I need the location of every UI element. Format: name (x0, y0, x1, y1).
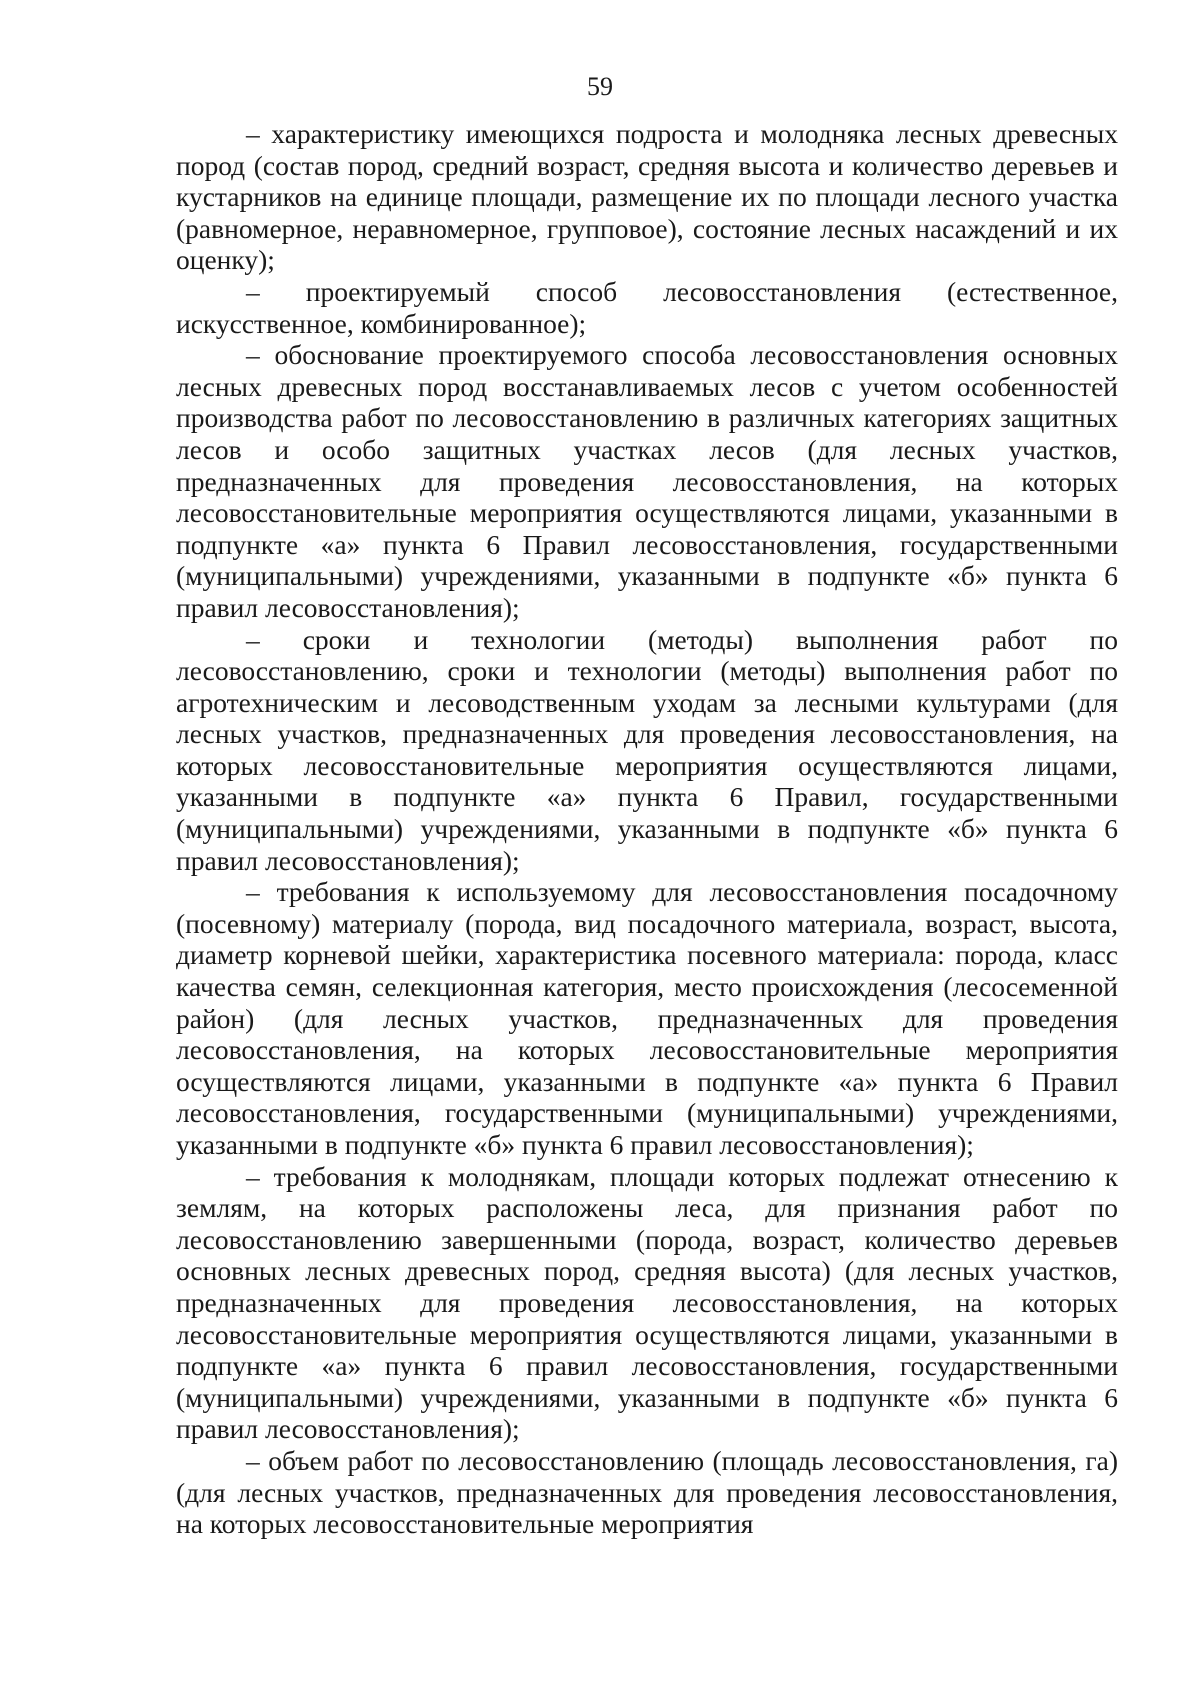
paragraph-method: – проектируемый способ лесовосстановления (естественное, искусственное, комбинированное); (176, 275, 1118, 339)
paragraph-characteristics: – характеристику имеющихся подроста и молодняка лесных древесных пород (состав пород, средний возраст, средняя высота и количество деревьев и кустарников на единице площади, размещение их по площади лесного участка (равномерное, неравномерное, групповое), состояние лесных насаждений и их оценку); (176, 118, 1118, 276)
page-number: 59 (587, 72, 613, 101)
paragraph-young-stands: – требования к молоднякам, площади которых подлежат отнесению к землям, на которых расположены леса, для признания работ по лесовосстановлению завершенными (порода, возраст, количество деревьев основных лесных древесных пород, средняя высота) (для лесных участков, предназначенных для проведения лесовосстановления, на которых лесовосстановительные мероприятия осуществляются лицами, указанными в подпункте «а» пункта 6 правил лесовосстановления, государственными (муниципальными) учреждениями, указанными в подпункте «б» пункта 6 правил лесовосстановления); (176, 1160, 1118, 1445)
paragraph-timing-technology: – сроки и технологии (методы) выполнения работ по лесовосстановлению, сроки и технологии (методы) выполнения работ по агротехническим и лесоводственным уходам за лесными культурами (для лесных участков, предназначенных для проведения лесовосстановления, на которых лесовосстановительные мероприятия осуществляются лицами, указанными в подпункте «а» пункта 6 Правил, государственными (муниципальными) учреждениями, указанными в подпункте «б» пункта 6 правил лесовосстановления); (176, 623, 1118, 876)
paragraph-work-volume: – объем работ по лесовосстановлению (площадь лесовосстановления, га) (для лесных участков, предназначенных для проведения лесовосстановления, на которых лесовосстановительные мероприятия (176, 1444, 1118, 1540)
paragraph-justification: – обоснование проектируемого способа лесовосстановления основных лесных древесных пород восстанавливаемых лесов с учетом особенностей производства работ по лесовосстановлению в различных категориях защитных лесов и особо защитных участках лесов (для лесных участков, предназначенных для проведения лесовосстановления, на которых лесовосстановительные мероприятия осуществляются лицами, указанными в подпункте «а» пункта 6 Правил лесовосстановления, государственными (муниципальными) учреждениями, указанными в подпункте «б» пункта 6 правил лесовосстановления); (176, 339, 1118, 623)
document-body (176, 118, 1118, 1540)
paragraph-planting-material: – требования к используемому для лесовосстановления посадочному (посевному) материалу (порода, вид посадочного материала, возраст, высота, диаметр корневой шейки, характеристика посевного материала: порода, класс качества семян, селекционная категория, место происхождения (лесосеменной район) (для лесных участков, предназначенных для проведения лесовосстановления, на которых лесовосстановительные мероприятия осуществляются лицами, указанными в подпункте «а» пункта 6 Правил лесовосстановления, государственными (муниципальными) учреждениями, указанными в подпункте «б» пункта 6 правил лесовосстановления); (176, 876, 1118, 1160)
